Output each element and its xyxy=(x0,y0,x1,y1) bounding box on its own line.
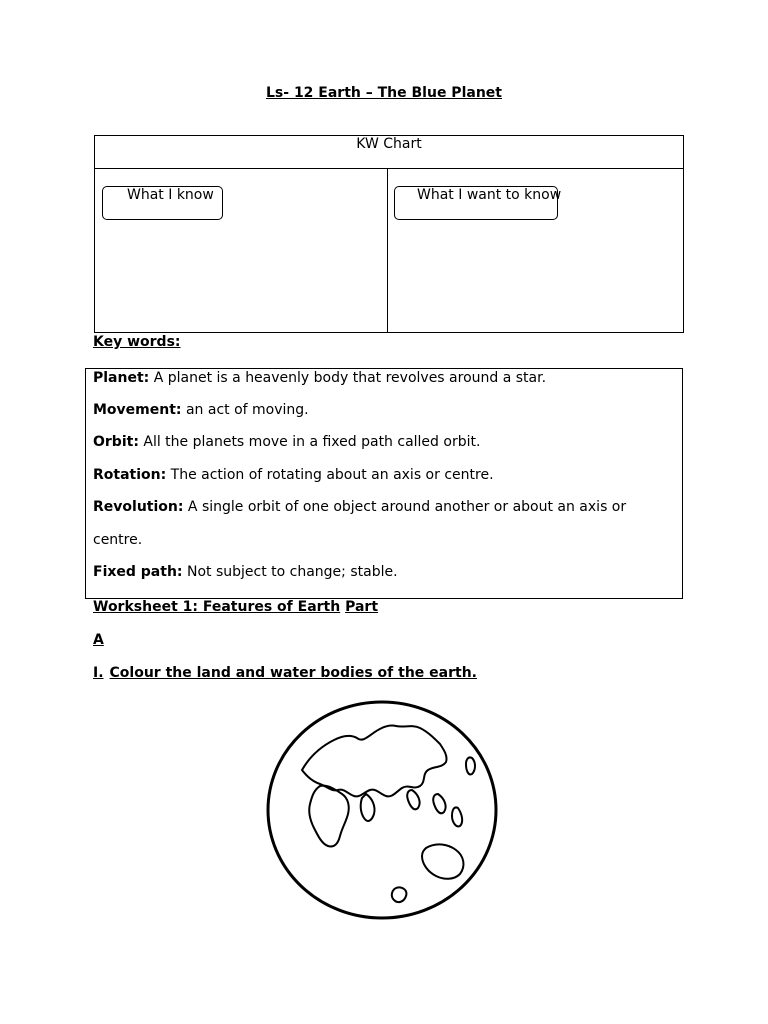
definition-text: A single orbit of one object around another or about an axis or xyxy=(183,499,627,515)
definition-text: A planet is a heavenly body that revolves around a star. xyxy=(149,370,547,386)
term-label: Rotation: xyxy=(93,467,167,483)
term-label: Orbit: xyxy=(93,434,139,450)
term-label: Fixed path: xyxy=(93,564,183,580)
question-text: Colour the land and water bodies of the earth. xyxy=(109,665,477,681)
definition-rotation xyxy=(93,467,494,483)
worksheet-part-letter: A xyxy=(93,632,104,648)
worksheet-title xyxy=(93,599,378,615)
definition-text: All the planets move in a fixed path called orbit. xyxy=(138,434,481,450)
what-i-want-to-know-label: What I want to know xyxy=(417,187,562,203)
key-words-heading: Key words: xyxy=(93,334,181,350)
page-title: Ls- 12 Earth – The Blue Planet xyxy=(266,85,502,101)
definition-revolution-cont xyxy=(93,532,142,548)
definition-text: The action of rotating about an axis or centre. xyxy=(166,467,494,483)
definition-text: an act of moving. xyxy=(181,402,309,418)
definition-planet xyxy=(93,370,546,386)
kw-column-divider xyxy=(387,169,388,333)
term-label: Movement: xyxy=(93,402,182,418)
definition-revolution xyxy=(93,499,626,515)
kw-chart-table xyxy=(94,135,684,333)
definition-orbit xyxy=(93,434,480,450)
earth-globe-image xyxy=(262,698,502,922)
term-label: Revolution: xyxy=(93,499,184,515)
worksheet-part-label: Part xyxy=(345,599,379,615)
what-i-know-box xyxy=(102,186,223,220)
definition-text: Not subject to change; stable. xyxy=(182,564,398,580)
worksheet-title-text: Worksheet 1: Features of Earth xyxy=(93,599,341,615)
kw-chart-header: KW Chart xyxy=(95,136,683,169)
definition-text: centre. xyxy=(93,532,143,548)
key-words-definitions xyxy=(85,368,683,599)
definition-fixed-path xyxy=(93,564,398,580)
what-i-know-label: What I know xyxy=(127,187,214,203)
question-1 xyxy=(93,665,477,681)
term-label: Planet: xyxy=(93,370,150,386)
what-i-want-to-know-box xyxy=(394,186,562,220)
definition-movement xyxy=(93,402,309,418)
question-number: I. xyxy=(93,665,104,681)
